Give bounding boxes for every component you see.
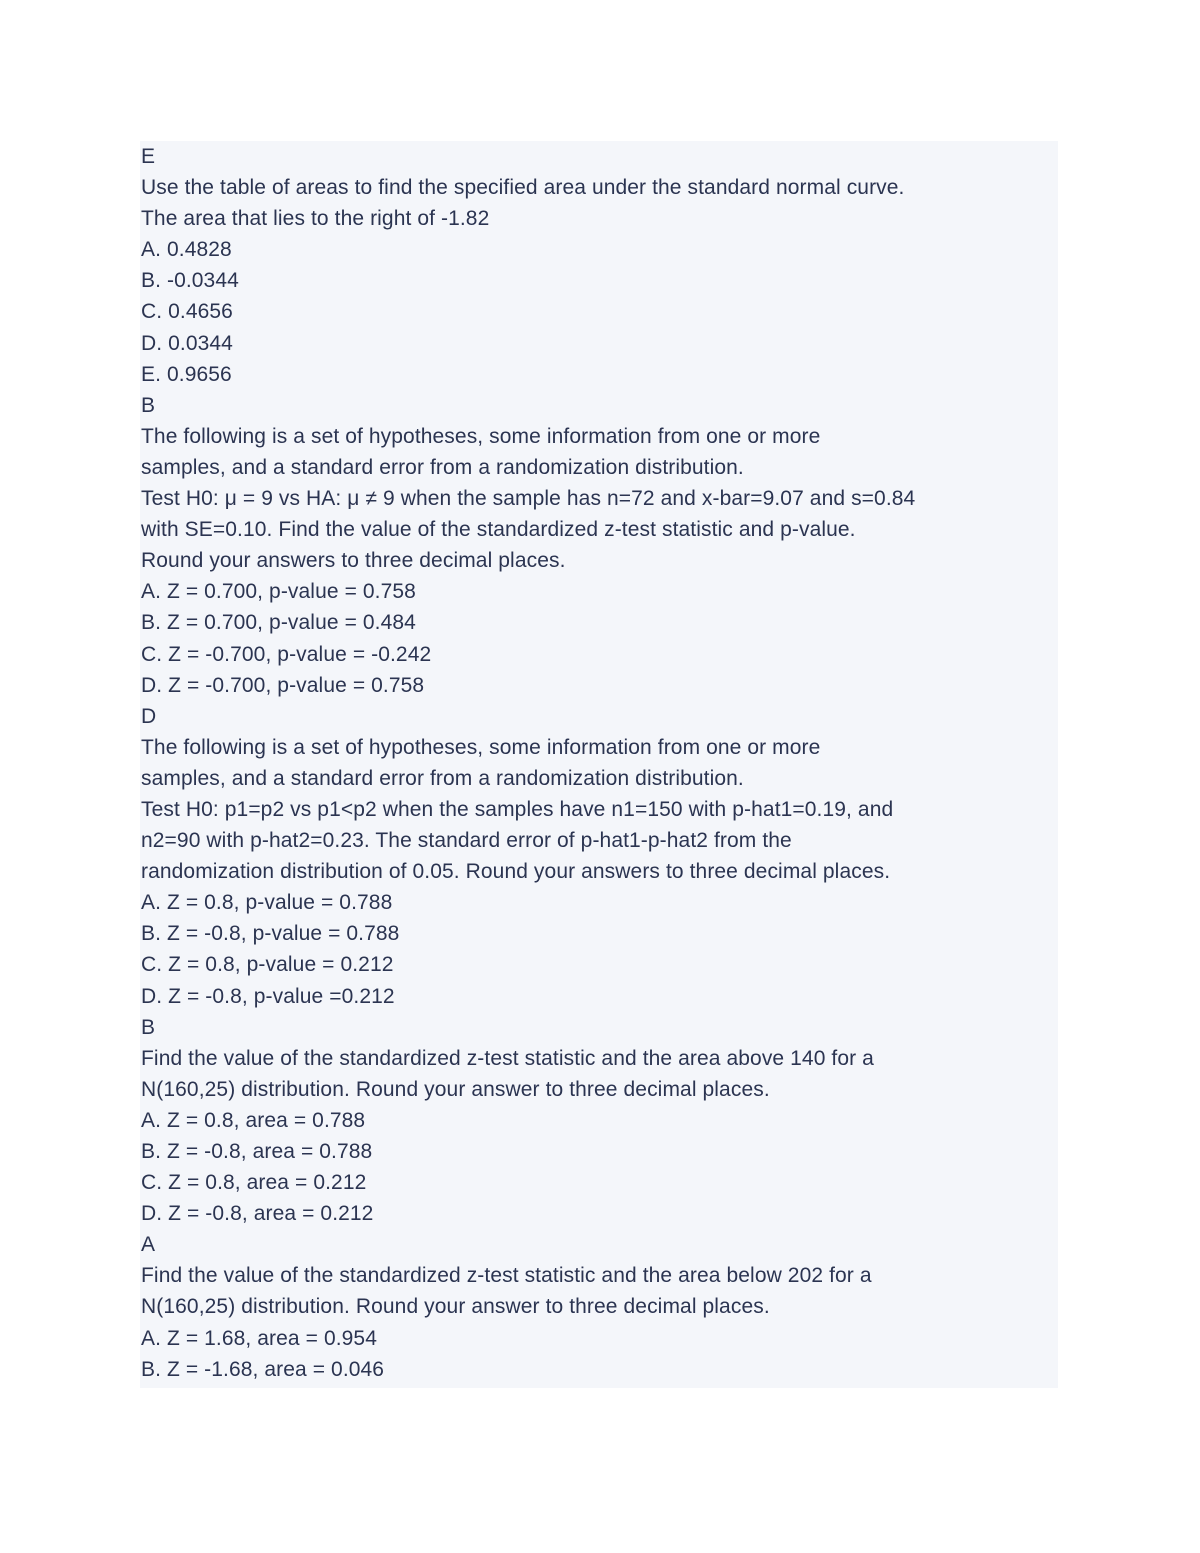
- document-text-block: [140, 141, 1058, 1388]
- question-text-line: Use the table of areas to find the specified area under the standard normal curve.: [141, 176, 905, 200]
- answer-option: C. 0.4656: [141, 300, 233, 324]
- question-text-line: Find the value of the standardized z-test statistic and the area below 202 for a: [141, 1264, 872, 1288]
- answer-option: D. Z = -0.8, area = 0.212: [141, 1202, 374, 1226]
- answer-key-line: B: [141, 393, 156, 417]
- answer-key-line: B: [141, 1015, 156, 1039]
- question-text-line: N(160,25) distribution. Round your answer to three decimal places.: [141, 1077, 770, 1101]
- question-text-line: Test H0: μ = 9 vs HA: μ ≠ 9 when the sample has n=72 and x-bar=9.07 and s=0.84: [141, 487, 916, 511]
- answer-option: E. 0.9656: [141, 362, 232, 386]
- question-text-line: Round your answers to three decimal places.: [141, 549, 566, 573]
- question-text-line: n2=90 with p-hat2=0.23. The standard error of p-hat1-p-hat2 from the: [141, 829, 792, 853]
- answer-option: A. Z = 0.700, p-value = 0.758: [141, 580, 416, 604]
- answer-option: C. Z = -0.700, p-value = -0.242: [141, 642, 432, 666]
- text-lines: [141, 141, 915, 1385]
- answer-option: A. 0.4828: [141, 238, 232, 262]
- question-text-line: samples, and a standard error from a randomization distribution.: [141, 766, 744, 790]
- answer-key-line: E: [141, 145, 156, 168]
- answer-key-line: A: [141, 1233, 156, 1257]
- answer-option: C. Z = 0.8, p-value = 0.212: [141, 953, 394, 977]
- answer-option: C. Z = 0.8, area = 0.212: [141, 1171, 367, 1195]
- answer-option: D. Z = -0.700, p-value = 0.758: [141, 673, 425, 697]
- answer-option: A. Z = 0.8, area = 0.788: [141, 1108, 366, 1132]
- answer-option: B. Z = -0.8, p-value = 0.788: [141, 922, 400, 946]
- question-text-line: with SE=0.10. Find the value of the standardized z-test statistic and p-value.: [141, 518, 856, 542]
- question-text-line: The following is a set of hypotheses, some information from one or more: [141, 424, 821, 448]
- answer-option: B. Z = -1.68, area = 0.046: [141, 1357, 385, 1381]
- answer-option: A. Z = 1.68, area = 0.954: [141, 1326, 377, 1350]
- answer-option: D. Z = -0.8, p-value =0.212: [141, 984, 395, 1008]
- question-text-line: The area that lies to the right of -1.82: [141, 207, 490, 231]
- question-text-line: randomization distribution of 0.05. Round your answers to three decimal places.: [141, 860, 891, 884]
- question-text-line: Test H0: p1=p2 vs p1<p2 when the samples have n1=150 with p-hat1=0.19, and: [141, 797, 894, 821]
- answer-option: B. Z = -0.8, area = 0.788: [141, 1140, 373, 1163]
- answer-key-line: D: [141, 704, 157, 728]
- question-text-line: N(160,25) distribution. Round your answer to three decimal places.: [141, 1295, 770, 1319]
- answer-option: B. Z = 0.700, p-value = 0.484: [141, 611, 416, 635]
- question-text-line: The following is a set of hypotheses, some information from one or more: [141, 735, 821, 759]
- question-text-line: Find the value of the standardized z-test statistic and the area above 140 for a: [141, 1046, 874, 1070]
- question-text-line: samples, and a standard error from a randomization distribution.: [141, 455, 744, 479]
- answer-option: B. -0.0344: [141, 269, 239, 293]
- answer-option: A. Z = 0.8, p-value = 0.788: [141, 891, 393, 915]
- answer-option: D. 0.0344: [141, 331, 233, 355]
